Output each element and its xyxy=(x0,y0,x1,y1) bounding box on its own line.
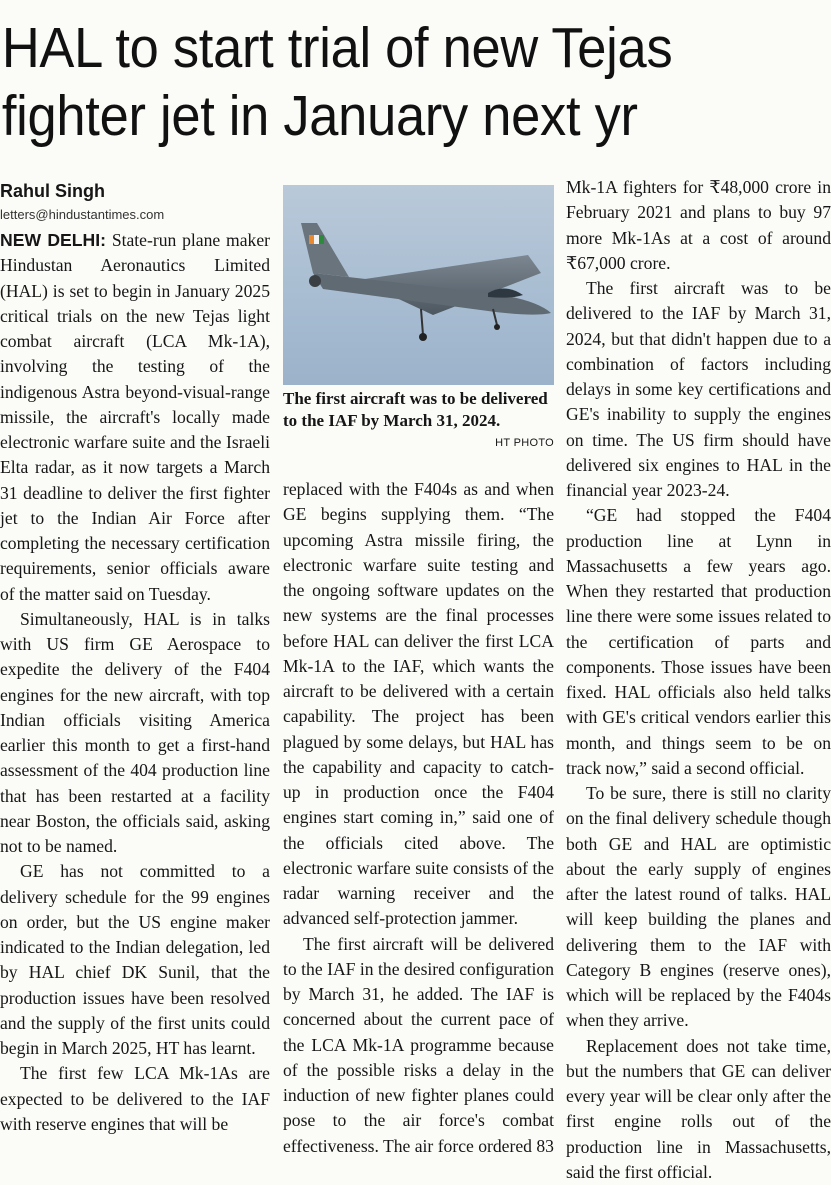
dateline: NEW DELHI: xyxy=(0,230,106,250)
author-name: Rahul Singh xyxy=(0,179,270,203)
headline xyxy=(0,0,765,170)
article-column-2 xyxy=(283,477,554,1159)
paragraph-2: Simultaneously, HAL is in talks with US firm GE Aerospace to expedite the delivery of the F404 engines for the new aircraft, with top Indian officials visiting America earlier this month to get a first-hand assessment of the 404 production line that has been restarted at a facility near Boston, the officials said, asking not to be named. xyxy=(0,607,270,860)
paragraph-5-part-1: The first aircraft will be delivered to the IAF in the desired configuration by March 31, he added. The IAF is concerned about the current pace of the LCA Mk-1A programme because of the possible risks a delay in the induction of new fighter planes could pose to the air force's combat effectiveness. The air force ordered 83 xyxy=(283,932,554,1159)
paragraph-8: To be sure, there is still no clarity on the final delivery schedule though both GE and HAL are optimistic about the early supply of engines after the latest round of talks. HAL will keep building the planes and delivering them to the IAF with Category B engines (reserve ones), which will be replaced by the F404s when they arrive. xyxy=(566,781,831,1034)
paragraph-7: “GE had stopped the F404 production line at Lynn in Massachusetts a few years ago. When they restarted that production line there were some issues related to the certification of parts and components. Those issues have been fixed. HAL officials also held talks with GE's critical vendors earlier this month, and things seem to be on track now,” said a second official. xyxy=(566,503,831,781)
headline-line-1: HAL to start trial of new Tejas xyxy=(2,14,765,82)
author-email[interactable]: letters@hindustantimes.com xyxy=(0,204,270,226)
photo-credit: HT PHOTO xyxy=(495,432,554,454)
jet-exhaust xyxy=(309,275,321,287)
fin-flash-green xyxy=(319,235,324,244)
jet-nose-wheel xyxy=(494,324,500,330)
caption-text: The first aircraft was to be delivered to the IAF by March 31, 2024. xyxy=(283,389,548,430)
article-photo xyxy=(283,185,554,385)
jet-tail-fin xyxy=(301,223,349,277)
jet-main-wheel xyxy=(419,333,427,341)
article-column-3 xyxy=(566,175,831,1185)
article-column-1 xyxy=(0,175,270,1137)
fin-flash-white xyxy=(314,235,319,244)
paragraph-5-part-2: Mk-1A fighters for ₹48,000 crore in February 2021 and plans to buy 97 more Mk-1As at a cost of around ₹67,000 crore. xyxy=(566,175,831,276)
jet-main-gear xyxy=(421,309,423,335)
headline-line-2: fighter jet in January next yr xyxy=(2,82,765,150)
paragraph-3: GE has not committed to a delivery schedule for the 99 engines on order, but the US engine maker indicated to the Indian delegation, led by HAL chief DK Sunil, that the production issues have been resolved and the supply of the first units could begin in March 2025, HT has learnt. xyxy=(0,859,270,1061)
photo-caption xyxy=(283,388,554,454)
lead-text: State-run plane maker Hindustan Aeronautics Limited (HAL) is set to begin in January 2025 critical trials on the new Tejas light combat aircraft (LCA Mk-1A), involving the testing of the indigenous Astra beyond-visual-range missile, the aircraft's locally made electronic warfare suite and the Israeli Elta radar, as it now targets a March 31 deadline to deliver the first fighter jet to the Indian Air Force after completing the necessary certification requirements, senior officials aware of the matter said on Tuesday. xyxy=(0,230,270,604)
paragraph-4-part-1: The first few LCA Mk-1As are expected to be delivered to the IAF with reserve engines that will be xyxy=(0,1061,270,1137)
lead-paragraph xyxy=(0,228,270,607)
fin-flash-saffron xyxy=(309,235,314,244)
paragraph-4-part-2: replaced with the F404s as and when GE begins supplying them. “The upcoming Astra missile firing, the electronic warfare suite testing and the ongoing software updates on the new systems are the final processes before HAL can deliver the first LCA Mk-1A to the IAF, which wants the aircraft to be delivered with a certain capability. The project has been plagued by some delays, but HAL has the capability and capacity to catch-up in production once the F404 engines start coming in,” said one of the officials cited above. The electronic warfare suite consists of the radar warning receiver and the advanced self-protection jammer. xyxy=(283,477,554,932)
paragraph-6: The first aircraft was to be delivered to the IAF by March 31, 2024, but that didn't happen due to a combination of factors including delays in some key certifications and GE's inability to supply the engines on time. The US firm should have delivered six engines to HAL in the financial year 2023-24. xyxy=(566,276,831,503)
tejas-jet-image xyxy=(283,185,554,385)
paragraph-9: Replacement does not take time, but the numbers that GE can deliver every year will be clear only after the first engine rolls out of the production line in Massachusetts, said the first official. xyxy=(566,1034,831,1185)
